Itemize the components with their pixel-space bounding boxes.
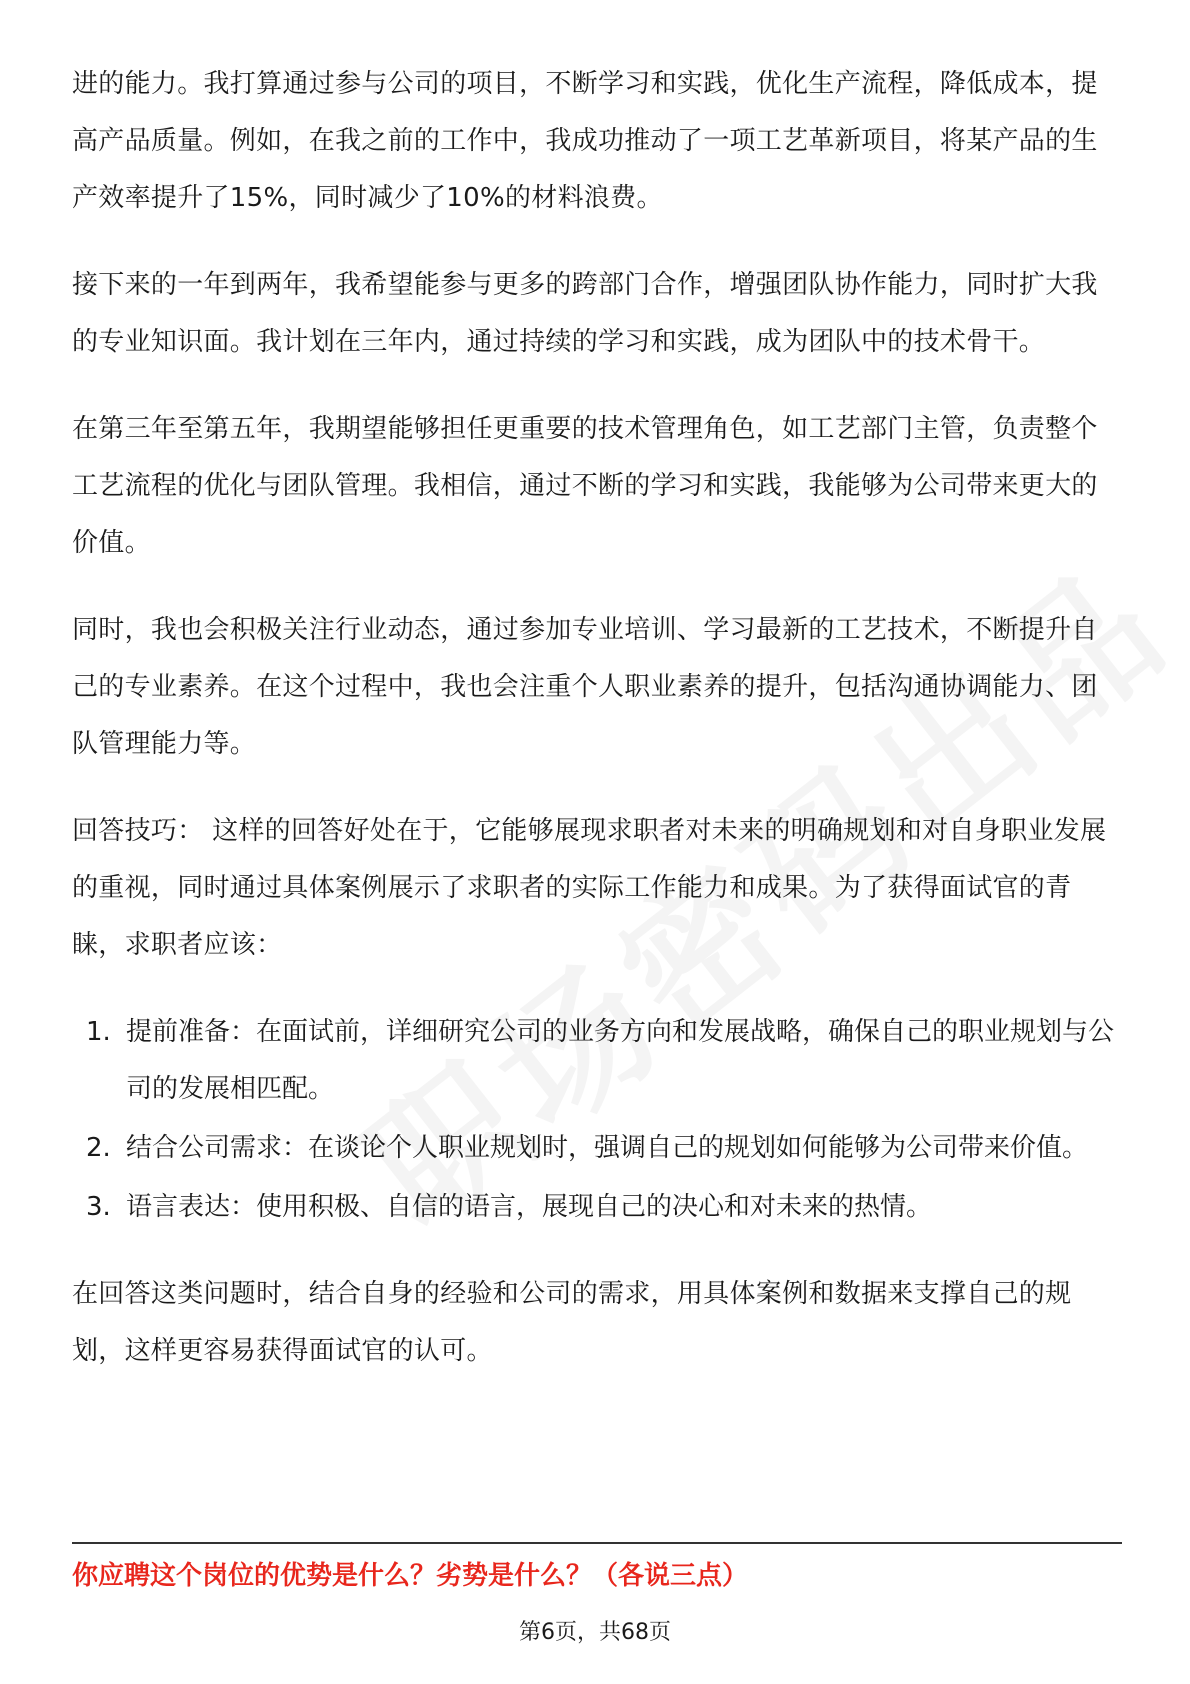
list-number: 1.	[86, 1017, 111, 1047]
paragraph-1: 进的能力。我打算通过参与公司的项目，不断学习和实践，优化生产流程，降低成本，提高产品质量。例如，在我之前的工作中，我成功推动了一项工艺革新项目，将某产品的生产效率提升了15%，同时减少了10%的材料浪费。	[72, 69, 1098, 213]
paragraph-2: 接下来的一年到两年，我希望能参与更多的跨部门合作，增强团队协作能力，同时扩大我的专业知识面。我计划在三年内，通过持续的学习和实践，成为团队中的技术骨干。	[72, 270, 1098, 357]
tips-list	[72, 1004, 1122, 1236]
answer-tips-paragraph: 回答技巧： 这样的回答好处在于，它能够展现求职者对未来的明确规划和对自身职业发展的重视，同时通过具体案例展示了求职者的实际工作能力和成果。为了获得面试官的青睐，求职者应该：	[72, 816, 1107, 960]
list-item	[72, 1179, 1122, 1236]
paragraph-3: 在第三年至第五年，我期望能够担任更重要的技术管理角色，如工艺部门主管，负责整个工艺流程的优化与团队管理。我相信，通过不断的学习和实践，我能够为公司带来更大的价值。	[72, 414, 1098, 558]
page-number-footer: 第6页，共68页	[519, 1620, 671, 1645]
paragraph-4: 同时，我也会积极关注行业动态，通过参加专业培训、学习最新的工艺技术，不断提升自己的专业素养。在这个过程中，我也会注重个人职业素养的提升，包括沟通协调能力、团队管理能力等。	[72, 615, 1098, 759]
next-question-heading: 你应聘这个岗位的优势是什么？劣势是什么？（各说三点）	[72, 1561, 749, 1591]
list-item-text: 结合公司需求：在谈论个人职业规划时，强调自己的规划如何能够为公司带来价值。	[126, 1133, 1089, 1163]
closing-paragraph: 在回答这类问题时，结合自身的经验和公司的需求，用具体案例和数据来支撑自己的规划，这样更容易获得面试官的认可。	[72, 1279, 1072, 1366]
list-item-text: 语言表达：使用积极、自信的语言，展现自己的决心和对未来的热情。	[126, 1192, 933, 1222]
list-number: 3.	[86, 1192, 111, 1222]
page-content	[72, 56, 1122, 1410]
list-number: 2.	[86, 1133, 111, 1163]
section-divider	[72, 1542, 1122, 1544]
list-item	[72, 1120, 1122, 1177]
list-item-text: 提前准备：在面试前，详细研究公司的业务方向和发展战略，确保自己的职业规划与公司的发展相匹配。	[126, 1017, 1115, 1104]
list-item	[72, 1004, 1122, 1118]
